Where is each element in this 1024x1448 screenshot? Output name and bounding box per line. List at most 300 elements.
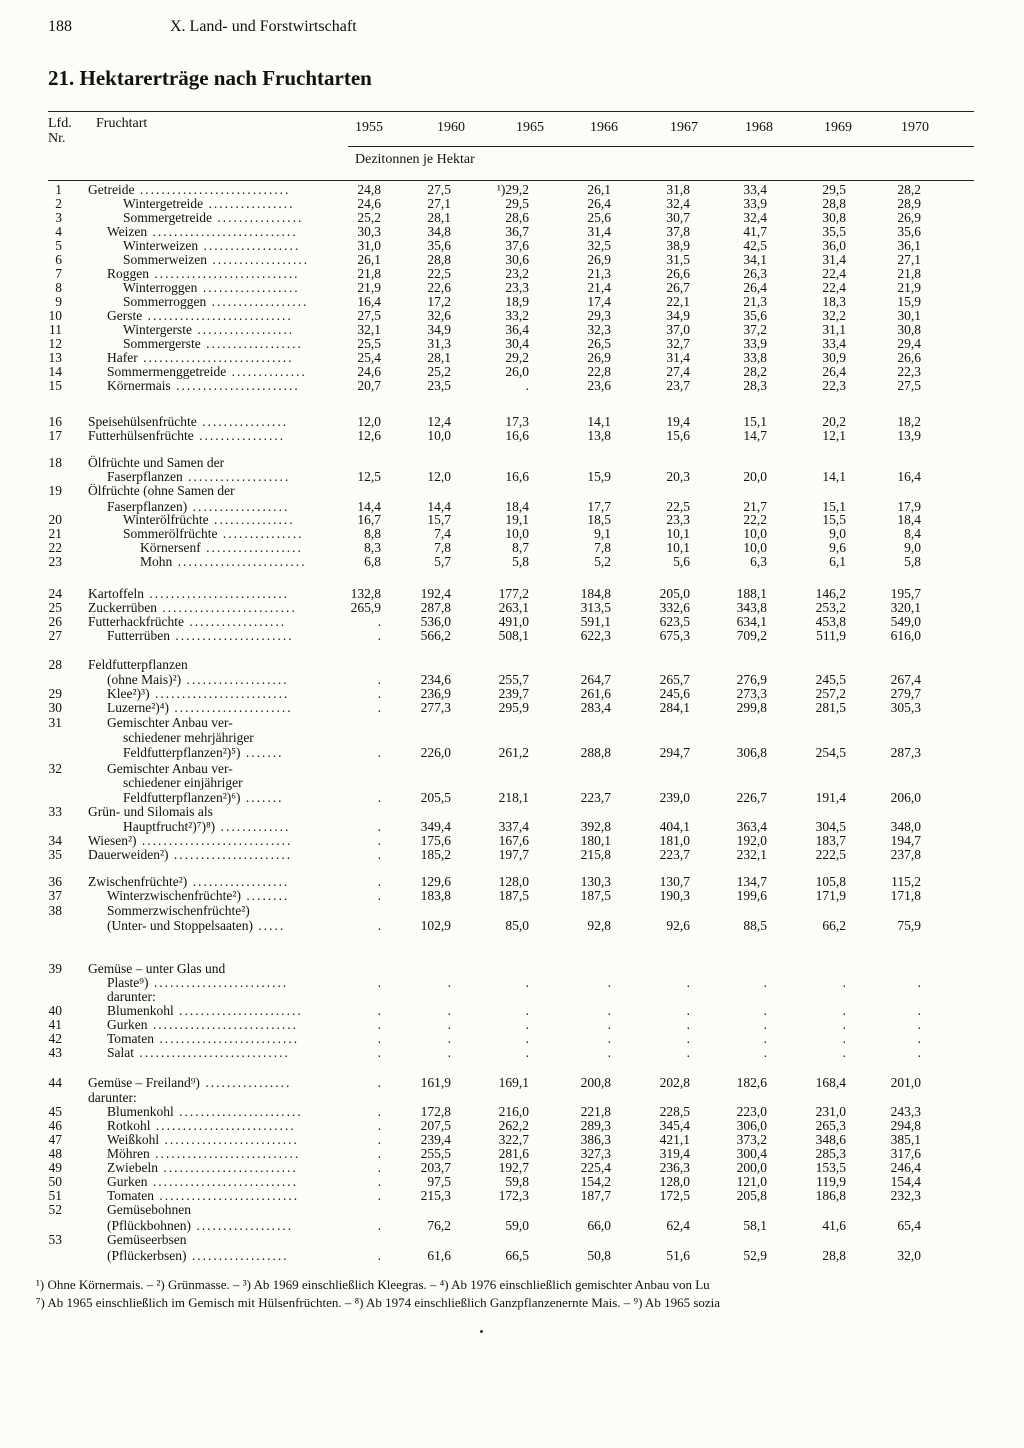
row-number: 13 bbox=[48, 350, 62, 365]
value-1970: 195,7 bbox=[890, 586, 921, 601]
crop-label-text: Winterzwischenfrüchte²) bbox=[107, 888, 241, 903]
table-row bbox=[0, 1233, 1024, 1247]
value-1969: 33,4 bbox=[822, 336, 846, 351]
column-header-crop: Fruchtart bbox=[96, 116, 148, 131]
table-row bbox=[0, 183, 1024, 197]
value-1966: 184,8 bbox=[580, 586, 611, 601]
value-1966: 18,5 bbox=[587, 512, 611, 527]
unit-rule bbox=[348, 146, 974, 147]
value-1966: 187,7 bbox=[580, 1188, 611, 1203]
crop-label bbox=[123, 239, 300, 253]
value-1955: . bbox=[377, 1160, 381, 1175]
value-1968: 42,5 bbox=[743, 238, 767, 253]
table-row bbox=[0, 1147, 1024, 1161]
table-row bbox=[0, 1249, 1024, 1263]
value-1960: 175,6 bbox=[420, 833, 451, 848]
value-1968: 21,7 bbox=[743, 499, 767, 514]
footnote-line-2: ⁷) Ab 1965 einschließlich im Gemisch mit Hülsenfrüchten. – ⁸) Ab 1974 einschließlich Ganzpflanzenernte Mais. – ⁹) Ab 1965 sozia bbox=[36, 1295, 721, 1310]
row-number: 30 bbox=[48, 700, 62, 715]
value-1960: . bbox=[447, 1031, 451, 1046]
value-1955: 20,7 bbox=[357, 378, 381, 393]
value-1967: 34,9 bbox=[666, 308, 690, 323]
value-1955: 14,4 bbox=[357, 499, 381, 514]
table-row bbox=[0, 281, 1024, 295]
value-1967: 319,4 bbox=[659, 1146, 690, 1161]
value-1955: 16,4 bbox=[357, 294, 381, 309]
crop-label-text: Getreide bbox=[88, 182, 135, 197]
value-1970: 26,9 bbox=[897, 210, 921, 225]
table-row bbox=[0, 976, 1024, 990]
value-1970: 22,3 bbox=[897, 364, 921, 379]
value-1960: 12,0 bbox=[427, 469, 451, 484]
value-1955: . bbox=[377, 1248, 381, 1263]
table-row bbox=[0, 875, 1024, 889]
value-1955: 30,3 bbox=[357, 224, 381, 239]
table-row bbox=[0, 1219, 1024, 1233]
value-1966: 283,4 bbox=[580, 700, 611, 715]
value-1969: 191,4 bbox=[815, 790, 846, 805]
table-row bbox=[0, 267, 1024, 281]
row-number: 34 bbox=[48, 833, 62, 848]
value-1968: 21,3 bbox=[743, 294, 767, 309]
value-1968: 33,4 bbox=[743, 182, 767, 197]
value-1969: 168,4 bbox=[815, 1075, 846, 1090]
table-row bbox=[0, 629, 1024, 643]
value-1966: 23,6 bbox=[587, 378, 611, 393]
value-1966: 215,8 bbox=[580, 847, 611, 862]
value-1960: 12,4 bbox=[427, 414, 451, 429]
value-1955: . bbox=[377, 1003, 381, 1018]
crop-label-text: Zuckerrüben bbox=[88, 600, 157, 615]
crop-label-text: Futterhackfrüchte bbox=[88, 614, 184, 629]
table-row bbox=[0, 1091, 1024, 1105]
table-title: 21. Hektarerträge nach Fruchtarten bbox=[48, 66, 372, 90]
leader-dots: ................ bbox=[193, 428, 286, 443]
value-1969: 257,2 bbox=[815, 686, 846, 701]
value-1970: 317,6 bbox=[890, 1146, 921, 1161]
value-1955: 12,6 bbox=[357, 428, 381, 443]
value-1966: 26,9 bbox=[587, 350, 611, 365]
value-1970: 8,4 bbox=[904, 526, 921, 541]
value-1965: 59,8 bbox=[505, 1174, 529, 1189]
value-1970: 5,8 bbox=[904, 554, 921, 569]
value-1967: 30,7 bbox=[666, 210, 690, 225]
value-1965: 30,4 bbox=[505, 336, 529, 351]
value-1960: 35,6 bbox=[427, 238, 451, 253]
value-1966: 622,3 bbox=[580, 628, 611, 643]
value-1969: 348,6 bbox=[815, 1132, 846, 1147]
value-1960: . bbox=[447, 975, 451, 990]
crop-label bbox=[107, 1147, 300, 1161]
value-1970: 29,4 bbox=[897, 336, 921, 351]
crop-label-text: Gemüseerbsen bbox=[107, 1232, 187, 1247]
value-1966: 29,3 bbox=[587, 308, 611, 323]
value-1966: 92,8 bbox=[587, 918, 611, 933]
crop-label bbox=[107, 267, 300, 281]
crop-label-text: Sommermenggetreide bbox=[107, 364, 227, 379]
value-1969: 26,4 bbox=[822, 364, 846, 379]
value-1967: 19,4 bbox=[666, 414, 690, 429]
value-1967: 128,0 bbox=[659, 1174, 690, 1189]
value-1968: 363,4 bbox=[736, 819, 767, 834]
table-row bbox=[0, 309, 1024, 323]
leader-dots: ........................... bbox=[147, 1017, 298, 1032]
crop-label bbox=[88, 601, 297, 615]
crop-label-text: Kartoffeln bbox=[88, 586, 144, 601]
value-1965: 5,8 bbox=[512, 554, 529, 569]
value-1969: 304,5 bbox=[815, 819, 846, 834]
leader-dots: ...................... bbox=[170, 628, 294, 643]
value-1960: 239,4 bbox=[420, 1132, 451, 1147]
crop-label bbox=[88, 834, 292, 848]
row-number: 5 bbox=[55, 238, 62, 253]
crop-label bbox=[123, 253, 309, 267]
value-1955: . bbox=[377, 745, 381, 760]
value-1967: 332,6 bbox=[659, 600, 690, 615]
crop-label bbox=[107, 1046, 290, 1060]
crop-label-text: Blumenkohl bbox=[107, 1104, 174, 1119]
value-1955: . bbox=[377, 672, 381, 687]
value-1970: 16,4 bbox=[897, 469, 921, 484]
table-row bbox=[0, 484, 1024, 498]
crop-label bbox=[88, 848, 292, 862]
table-row bbox=[0, 555, 1024, 569]
value-1966: 25,6 bbox=[587, 210, 611, 225]
value-1967: 26,6 bbox=[666, 266, 690, 281]
value-1965: 177,2 bbox=[498, 586, 529, 601]
value-1966: . bbox=[607, 1031, 611, 1046]
value-1967: 62,4 bbox=[666, 1218, 690, 1233]
row-number: 47 bbox=[48, 1132, 62, 1147]
leader-dots: ........................... bbox=[149, 266, 300, 281]
crop-label bbox=[107, 1233, 186, 1247]
value-1967: 10,1 bbox=[666, 526, 690, 541]
row-number: 38 bbox=[48, 903, 62, 918]
value-1960: 61,6 bbox=[427, 1248, 451, 1263]
value-1965: 197,7 bbox=[498, 847, 529, 862]
leader-dots: .................. bbox=[200, 336, 303, 351]
row-number: 27 bbox=[48, 628, 62, 643]
value-1966: 327,3 bbox=[580, 1146, 611, 1161]
value-1965: . bbox=[525, 1031, 529, 1046]
value-1968: 14,7 bbox=[743, 428, 767, 443]
crop-label bbox=[107, 1004, 303, 1018]
value-1969: 146,2 bbox=[815, 586, 846, 601]
leader-dots: ........................ bbox=[172, 554, 307, 569]
value-1965: 508,1 bbox=[498, 628, 529, 643]
crop-label-text: Rotkohl bbox=[107, 1118, 151, 1133]
value-1970: 246,4 bbox=[890, 1160, 921, 1175]
value-1967: 675,3 bbox=[659, 628, 690, 643]
value-1966: 14,1 bbox=[587, 414, 611, 429]
value-1967: 190,3 bbox=[659, 888, 690, 903]
leader-dots: .................. bbox=[186, 1248, 289, 1263]
value-1965: 261,2 bbox=[498, 745, 529, 760]
crop-label-text: Gurken bbox=[107, 1174, 148, 1189]
value-1960: 15,7 bbox=[427, 512, 451, 527]
leader-dots: ....................... bbox=[170, 378, 300, 393]
value-1955: 16,7 bbox=[357, 512, 381, 527]
value-1966: 21,3 bbox=[587, 266, 611, 281]
value-1970: 348,0 bbox=[890, 819, 921, 834]
value-1955: 12,5 bbox=[357, 469, 381, 484]
crop-label-text: Tomaten bbox=[107, 1031, 155, 1046]
value-1968: 15,1 bbox=[743, 414, 767, 429]
value-1970: . bbox=[917, 1045, 921, 1060]
value-1965: 8,7 bbox=[512, 540, 529, 555]
value-1968: 306,0 bbox=[736, 1118, 767, 1133]
row-number: 7 bbox=[55, 266, 62, 281]
value-1965: 263,1 bbox=[498, 600, 529, 615]
value-1968: 41,7 bbox=[743, 224, 767, 239]
table-row bbox=[0, 1189, 1024, 1203]
value-1969: 186,8 bbox=[815, 1188, 846, 1203]
year-header-1965: 1965 bbox=[516, 120, 544, 135]
value-1969: 15,5 bbox=[822, 512, 846, 527]
value-1966: 386,3 bbox=[580, 1132, 611, 1147]
crop-label-text: Winterölfrüchte bbox=[123, 512, 209, 527]
crop-label bbox=[107, 1175, 298, 1189]
value-1968: . bbox=[763, 1003, 767, 1018]
value-1970: 237,8 bbox=[890, 847, 921, 862]
table-row bbox=[0, 776, 1024, 790]
value-1960: 32,6 bbox=[427, 308, 451, 323]
row-number: 2 bbox=[55, 196, 62, 211]
value-1966: 26,4 bbox=[587, 196, 611, 211]
value-1966: 21,4 bbox=[587, 280, 611, 295]
value-1966: 289,3 bbox=[580, 1118, 611, 1133]
row-number: 37 bbox=[48, 888, 62, 903]
year-header-1960: 1960 bbox=[437, 120, 465, 135]
value-1966: 221,8 bbox=[580, 1104, 611, 1119]
leader-dots: ............... bbox=[217, 526, 304, 541]
value-1969: . bbox=[842, 1017, 846, 1032]
leader-dots: ................ bbox=[203, 196, 295, 211]
table-row bbox=[0, 615, 1024, 629]
value-1969: 30,8 bbox=[822, 210, 846, 225]
value-1960: 129,6 bbox=[420, 874, 451, 889]
value-1970: 18,2 bbox=[897, 414, 921, 429]
table-row bbox=[0, 731, 1024, 745]
value-1967: 236,3 bbox=[659, 1160, 690, 1175]
value-1955: 132,8 bbox=[350, 586, 381, 601]
value-1965: 33,2 bbox=[505, 308, 529, 323]
crop-label bbox=[107, 1203, 191, 1217]
crop-label-text: Futterrüben bbox=[107, 628, 170, 643]
value-1967: 205,0 bbox=[659, 586, 690, 601]
value-1966: 264,7 bbox=[580, 672, 611, 687]
value-1955: 8,8 bbox=[364, 526, 381, 541]
row-number: 31 bbox=[48, 715, 62, 730]
value-1968: 58,1 bbox=[743, 1218, 767, 1233]
table-row bbox=[0, 415, 1024, 429]
table-row bbox=[0, 687, 1024, 701]
value-1969: 254,5 bbox=[815, 745, 846, 760]
crop-label-text: Möhren bbox=[107, 1146, 150, 1161]
table-row bbox=[0, 1161, 1024, 1175]
crop-label-text: Sommerzwischenfrüchte²) bbox=[107, 903, 250, 918]
value-1966: 288,8 bbox=[580, 745, 611, 760]
value-1969: 281,5 bbox=[815, 700, 846, 715]
value-1969: 28,8 bbox=[822, 1248, 846, 1263]
year-header-1955: 1955 bbox=[355, 120, 383, 135]
crop-label-text: (Pflückerbsen) bbox=[107, 1248, 187, 1263]
value-1969: . bbox=[842, 975, 846, 990]
crop-label bbox=[123, 323, 294, 337]
table-row bbox=[0, 848, 1024, 862]
value-1960: 23,5 bbox=[427, 378, 451, 393]
value-1960: 7,4 bbox=[434, 526, 451, 541]
footnote-line-1: ¹) Ohne Körnermais. – ²) Grünmasse. – ³) Ab 1969 einschließlich Kleegras. – ⁴) Ab 1976 einschließlich gemischter Anbau von Lu bbox=[36, 1277, 710, 1292]
value-1970: 21,8 bbox=[897, 266, 921, 281]
value-1969: 9,6 bbox=[829, 540, 846, 555]
value-1960: 536,0 bbox=[420, 614, 451, 629]
crop-label-text: Ölfrüchte (ohne Samen der bbox=[88, 483, 235, 498]
leader-dots: .......................... bbox=[154, 1188, 300, 1203]
crop-label-text: (Pflückbohnen) bbox=[107, 1218, 191, 1233]
leader-dots: ........................... bbox=[149, 1146, 301, 1161]
value-1970: 385,1 bbox=[890, 1132, 921, 1147]
value-1955: . bbox=[377, 874, 381, 889]
row-number: 45 bbox=[48, 1104, 62, 1119]
value-1968: 121,0 bbox=[736, 1174, 767, 1189]
print-speck bbox=[480, 1330, 483, 1333]
table-row bbox=[0, 716, 1024, 730]
value-1970: 201,0 bbox=[890, 1075, 921, 1090]
row-number: 9 bbox=[55, 294, 62, 309]
crop-label-text: Faserpflanzen) bbox=[107, 499, 188, 514]
value-1966: . bbox=[607, 1003, 611, 1018]
value-1970: 267,4 bbox=[890, 672, 921, 687]
value-1960: 31,3 bbox=[427, 336, 451, 351]
crop-label-text: Gemüse – Freiland⁹) bbox=[88, 1075, 200, 1090]
value-1967: 15,6 bbox=[666, 428, 690, 443]
table-row bbox=[0, 820, 1024, 834]
row-number: 17 bbox=[48, 428, 62, 443]
value-1967: . bbox=[686, 1017, 690, 1032]
value-1965: 29,2 bbox=[505, 350, 529, 365]
value-1968: 33,8 bbox=[743, 350, 767, 365]
crop-label bbox=[88, 183, 290, 197]
value-1966: 5,2 bbox=[594, 554, 611, 569]
row-number: 51 bbox=[48, 1188, 62, 1203]
value-1970: 35,6 bbox=[897, 224, 921, 239]
value-1965: 16,6 bbox=[505, 428, 529, 443]
value-1960: 28,1 bbox=[427, 210, 451, 225]
value-1970: 18,4 bbox=[897, 512, 921, 527]
value-1965: 295,9 bbox=[498, 700, 529, 715]
value-1969: 105,8 bbox=[815, 874, 846, 889]
value-1960: 236,9 bbox=[420, 686, 451, 701]
value-1960: 28,1 bbox=[427, 350, 451, 365]
value-1955: . bbox=[377, 790, 381, 805]
row-number: 11 bbox=[49, 322, 62, 337]
leader-dots: .......................... bbox=[150, 1118, 296, 1133]
crop-label bbox=[140, 555, 307, 569]
value-1965: 23,2 bbox=[505, 266, 529, 281]
value-1960: 566,2 bbox=[420, 628, 451, 643]
column-header-number bbox=[48, 116, 72, 146]
value-1960: 27,5 bbox=[427, 182, 451, 197]
value-1960: 97,5 bbox=[427, 1174, 451, 1189]
crop-label-text: Winterweizen bbox=[123, 238, 199, 253]
crop-label bbox=[88, 456, 224, 470]
row-number: 26 bbox=[48, 614, 62, 629]
value-1966: 17,4 bbox=[587, 294, 611, 309]
value-1966: 591,1 bbox=[580, 614, 611, 629]
crop-label bbox=[107, 1105, 303, 1119]
table-row bbox=[0, 658, 1024, 672]
value-1970: . bbox=[917, 1031, 921, 1046]
value-1960: 76,2 bbox=[427, 1218, 451, 1233]
crop-label-text: (ohne Mais)²) bbox=[107, 672, 182, 687]
value-1955: 24,8 bbox=[357, 182, 381, 197]
value-1967: 130,7 bbox=[659, 874, 690, 889]
table-row bbox=[0, 197, 1024, 211]
value-1965: 36,7 bbox=[505, 224, 529, 239]
value-1966: 15,9 bbox=[587, 469, 611, 484]
value-1960: 226,0 bbox=[420, 745, 451, 760]
value-1968: 300,4 bbox=[736, 1146, 767, 1161]
value-1955: . bbox=[377, 1218, 381, 1233]
value-1955: 27,5 bbox=[357, 308, 381, 323]
value-1969: 6,1 bbox=[829, 554, 846, 569]
leader-dots: ...................... bbox=[168, 847, 293, 862]
crop-label-text: schiedener mehrjähriger bbox=[123, 730, 254, 745]
value-1969: 20,2 bbox=[822, 414, 846, 429]
value-1968: 52,9 bbox=[743, 1248, 767, 1263]
value-1970: . bbox=[917, 1017, 921, 1032]
value-1965: 19,1 bbox=[505, 512, 529, 527]
value-1966: 31,4 bbox=[587, 224, 611, 239]
value-1960: 161,9 bbox=[420, 1075, 451, 1090]
value-1969: 66,2 bbox=[822, 918, 846, 933]
value-1970: 17,9 bbox=[897, 499, 921, 514]
value-1960: 5,7 bbox=[434, 554, 451, 569]
value-1965: 16,6 bbox=[505, 469, 529, 484]
crop-label-text: Wiesen²) bbox=[88, 833, 137, 848]
column-header-number-line2: Nr. bbox=[48, 131, 66, 146]
crop-label bbox=[123, 820, 290, 834]
value-1970: 27,5 bbox=[897, 378, 921, 393]
crop-label-text: darunter: bbox=[88, 1090, 137, 1105]
crop-label-text: Weißkohl bbox=[107, 1132, 160, 1147]
row-number: 18 bbox=[48, 455, 62, 470]
value-1969: 119,9 bbox=[816, 1174, 846, 1189]
table-row bbox=[0, 889, 1024, 903]
value-1955: . bbox=[377, 1045, 381, 1060]
row-number: 16 bbox=[48, 414, 62, 429]
crop-label-text: Gemüsebohnen bbox=[107, 1202, 191, 1217]
value-1969: 511,9 bbox=[816, 628, 846, 643]
value-1968: 28,2 bbox=[743, 364, 767, 379]
value-1968: 26,3 bbox=[743, 266, 767, 281]
leader-dots: ......................... bbox=[149, 686, 290, 701]
value-1965: . bbox=[525, 975, 529, 990]
value-1967: 23,3 bbox=[666, 512, 690, 527]
row-number: 23 bbox=[48, 554, 62, 569]
value-1970: 21,9 bbox=[897, 280, 921, 295]
value-1955: . bbox=[377, 614, 381, 629]
value-1969: 31,4 bbox=[822, 252, 846, 267]
crop-label-text: Zwiebeln bbox=[107, 1160, 158, 1175]
row-number: 29 bbox=[48, 686, 62, 701]
crop-label-text: Sommergetreide bbox=[123, 210, 212, 225]
value-1968: 37,2 bbox=[743, 322, 767, 337]
value-1955: 265,9 bbox=[350, 600, 381, 615]
value-1969: 41,6 bbox=[822, 1218, 846, 1233]
value-1960: 22,5 bbox=[427, 266, 451, 281]
